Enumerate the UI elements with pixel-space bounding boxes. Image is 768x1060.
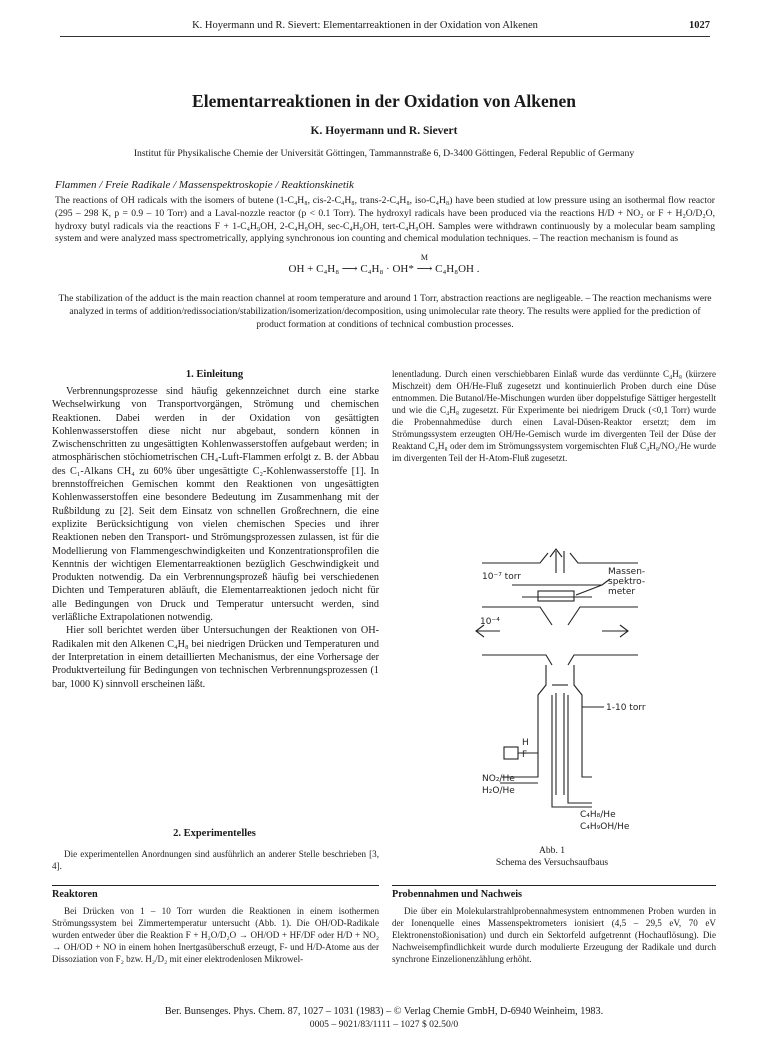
probennahmen-body <box>392 905 716 965</box>
figure-caption <box>392 845 712 869</box>
microwave-discharge-box <box>504 747 518 759</box>
label-H: H <box>522 738 529 748</box>
top-left-vessel-wall <box>482 553 548 563</box>
experimentelles-body <box>52 848 379 872</box>
reaction-mechanism <box>0 253 768 275</box>
flow-tube-wall <box>538 665 582 767</box>
nozzle-cone <box>482 655 638 665</box>
divider-right <box>392 885 716 886</box>
divider-left <box>52 885 379 886</box>
subheading-probennahmen: Probennahmen und Nachweis <box>392 889 523 900</box>
label-1-10-torr: 1-10 torr <box>606 703 646 713</box>
citation-line: Ber. Bunsenges. Phys. Chem. 87, 1027 – 1031 (1983) – © Verlag Chemie GmbH, D-6940 Weinheim, 1983. <box>164 1006 604 1017</box>
right-column-paragraph: lenentladung. Durch einen verschiebbaren Einlaß wurde das verdünnte C₄H₈ (kürzere Mischzeit) dem OH/He-Fluß zugesetzt und kontinuierlich Proben durch eine Düse entnommen. Die Butanol/He-Mischungen wurden über doppelstufige Sättiger hergestellt und wie die C₄H₈ zugesetzt. Für Experimente bei niedrigem Druck (<0,1 Torr) wurde die Probennahmedüse durch einen Laval-Düsen-Reaktor ersetzt; dem im Strömungssystem erzeugten OH/He-Gemisch wurde im divergenten Teil der Düse der Reaktand C₄H₈ oder dem im Strömungssystem vorgemischten Fluß C₄H₈/NO₂/He wurde im divergenten Teil der H-Atom-Fluß zugesetzt. <box>392 369 716 463</box>
label-massen: Massen- <box>608 567 646 577</box>
label-h2o-he: H₂O/He <box>482 786 515 796</box>
section-einleitung-body <box>52 385 379 691</box>
mechanism-left: OH + C₄H₈ ⟶ C₄H₈ · OH* <box>288 263 414 275</box>
label-spektro: spektro- <box>608 577 646 587</box>
tube-base <box>502 767 592 777</box>
einleitung-paragraph-1: Verbrennungsprozesse sind häufig gekennzeichnet durch eine starke Wechselwirkung von Transportvorgängen, Strömung und chemischen Reaktionen. Dabei werden in der Oxidation von gesättigten Kohlenwasserstoffen diese nicht nur abgebaut, sondern können in Zwischenschritten zu ungesättigten Kohlenwasserstoffen aufgebaut werden; in atmosphärischen stöchiometrischen CH₄-Luft-Flammen erfolgt z. B. der Abbau des C₁-Alkans CH₄ zu 60% über ungesättigte C₂-Kohlenwasserstoffe [1]. In brennstoffreichen Gemischen kommt den Reaktionen von ungesättigten Kohlenwasserstoffen eine besondere Bedeutung im Zusammenhang mit der Rußbildung zu [2]. Seit dem Einsatz von schnellen Großrechnern, die eine explizite Berücksichtigung von vielen chemischen Species und ihrer Reaktionen neben den Transport- und Strömungsprozessen zulassen, ist für die Modellierung von Flammengeschwindigkeiten und Konzentrationsprofilen die Kenntnis der wichtigen Elementarreaktionen bezüglich Geschwindigkeit und Produkten notwendig. Da ein Verbrennungsprozeß häufig bei verschiedenen Dichten und Temperaturen abläuft, die Elementarreaktionen jedoch nicht für alle Bedingungen von Druck und Temperatur untersucht werden, sind verläßliche Extrapolationen notwendig. <box>52 386 379 624</box>
abstract-part-1: The reactions of OH radicals with the isomers of butene (1-C₄H₈, cis-2-C₄H₈, trans-2-C₄H₈, iso-C₄H₈) have been studied at low pressure using an isothermal flow reactor (295 – 298 K, p = 0.9 – 10 Torr) and a Laval-nozzle reactor (p < 0.1 Torr). The hydroxyl radicals have been produced via the reactions H/D + NO₂ or F + H₂O/D₂O, hydroxy butyl radicals via the reactions F + 1-C₄H₉OH, 2-C₄H₉OH, sec-C₄H₉OH, tert-C₄H₉OH. Samples were withdrawn continuously by a molecular beam sampling system and were analyzed mass spectrometrically, applying synchronous ion counting and chemical modulation techniques. – The reaction mechanism is found as <box>55 195 715 245</box>
abstract-part-2: The stabilization of the adduct is the main reaction channel at room temperature and around 1 Torr, abstraction reactions are negligeable. – The reaction mechanisms were analyzed in terms of addition/redissociation/stabilization/isomerization/decomposition, using unimolecular rate theory. The results were applied for the prediction of product formation at conditions of technical combustion processes. <box>58 293 712 330</box>
mechanism-arrow-with-m <box>416 253 433 275</box>
author-affiliation: Institut für Physikalische Chemie der Universität Göttingen, Tammannstraße 6, D-3400 Göttingen, Federal Republic of Germany <box>133 148 635 159</box>
article-title: Elementarreaktionen in der Oxidation von Alkenen <box>192 91 576 111</box>
figure-apparatus-schematic <box>452 545 692 845</box>
label-F: F <box>522 750 528 760</box>
ion-source-box <box>538 591 574 601</box>
label-c4h8-he: C₄H₈/He <box>580 810 616 820</box>
section-heading-experimentelles: 2. Experimentelles <box>173 828 256 839</box>
article-authors: K. Hoyermann und R. Sievert <box>310 125 458 137</box>
section-heading-einleitung: 1. Einleitung <box>185 369 244 380</box>
subheading-reaktoren: Reaktoren <box>52 889 98 900</box>
label-no2-he: NO₂/He <box>482 774 515 784</box>
figure-caption-text: Schema des Versuchsaufbaus <box>495 857 609 868</box>
running-head <box>60 18 710 37</box>
right-column-text <box>392 368 716 464</box>
einleitung-paragraph-2: Hier soll berichtet werden über Untersuchungen der Reaktionen von OH-Radikalen mit den Alkenen C₄H₈ bei niedrigen Drücken und Temperaturen und der Interpretation in einem detaillierten Mechanismus, der eine Vorhersage der Produktverteilung für Bedingungen von technischen Verbrennungsprozessen (1 bar, 1000 K) sinnvoll erscheinen läßt. <box>52 625 379 690</box>
label-meter: meter <box>608 587 636 597</box>
label-1e-7-torr: 10⁻⁷ torr <box>482 572 521 582</box>
reaktoren-paragraph: Bei Drücken von 1 – 10 Torr wurden die Reaktionen in einem isothermen Strömungssystem bei Zimmertemperatur untersucht (Abb. 1). Die OH/OD-Radikale wurden entweder über die Reaktion F + H₂O/D₂O → OH/OD + HF/DF oder H/D + NO₂ → OH/OD + NO in einem hohen Inertgasüberschuß erzeugt, F- und H/D-Atome aus der Dissoziation von F₂ bzw. H₂/D₂ mit einer elektrodenlosen Mikrowel- <box>52 906 379 964</box>
experimentelles-paragraph: Die experimentellen Anordnungen sind ausführlich an anderer Stelle beschrieben [3, 4]. <box>52 849 379 871</box>
pump-arrow-up-icon <box>550 549 562 573</box>
movable-inlet-tubes <box>552 693 568 797</box>
label-1e-4: 10⁻⁴ <box>480 617 500 627</box>
mechanism-arrow: ⟶ <box>416 263 433 275</box>
inlet-feed-lines <box>552 797 592 807</box>
reaktoren-body <box>52 905 379 965</box>
page-number: 1027 <box>689 20 710 31</box>
label-c4h9oh-he: C₄H₉OH/He <box>580 822 630 832</box>
citation-footer <box>0 1005 768 1031</box>
skimmer-cone <box>482 607 638 625</box>
flow-arrow-right-icon <box>602 625 628 637</box>
spectrometer-pointer-line <box>576 579 610 595</box>
issn-line: 0005 – 9021/83/1111 – 1027 $ 02.50/0 <box>309 1019 459 1030</box>
figure-caption-number: Abb. 1 <box>538 845 566 856</box>
keywords: Flammen / Freie Radikale / Massenspektroskopie / Reaktionskinetik <box>55 179 354 191</box>
mechanism-third-body: M <box>420 253 429 262</box>
probennahmen-paragraph: Die über ein Molekularstrahlprobennahmesystem entnommenen Proben wurden in der Ionenquelle eines Massenspektrometers ionisiert (4,5 – 29,5 eV, 70 eV Elektronenstoßionisation) und durch ein Sektorfeld aufgetrennt (Hochauflösung). Die Nachweisempfindlichkeit wurde durch modulierte Erzeugung der Radikale und durch synchrone Einzelionenzählung erhöht. <box>392 906 716 964</box>
top-right-vessel-wall <box>570 553 638 563</box>
running-head-title: K. Hoyermann und R. Sievert: Elementarreaktionen in der Oxidation von Alkenen <box>192 20 538 31</box>
mechanism-right: C₄H₈OH . <box>435 263 480 275</box>
